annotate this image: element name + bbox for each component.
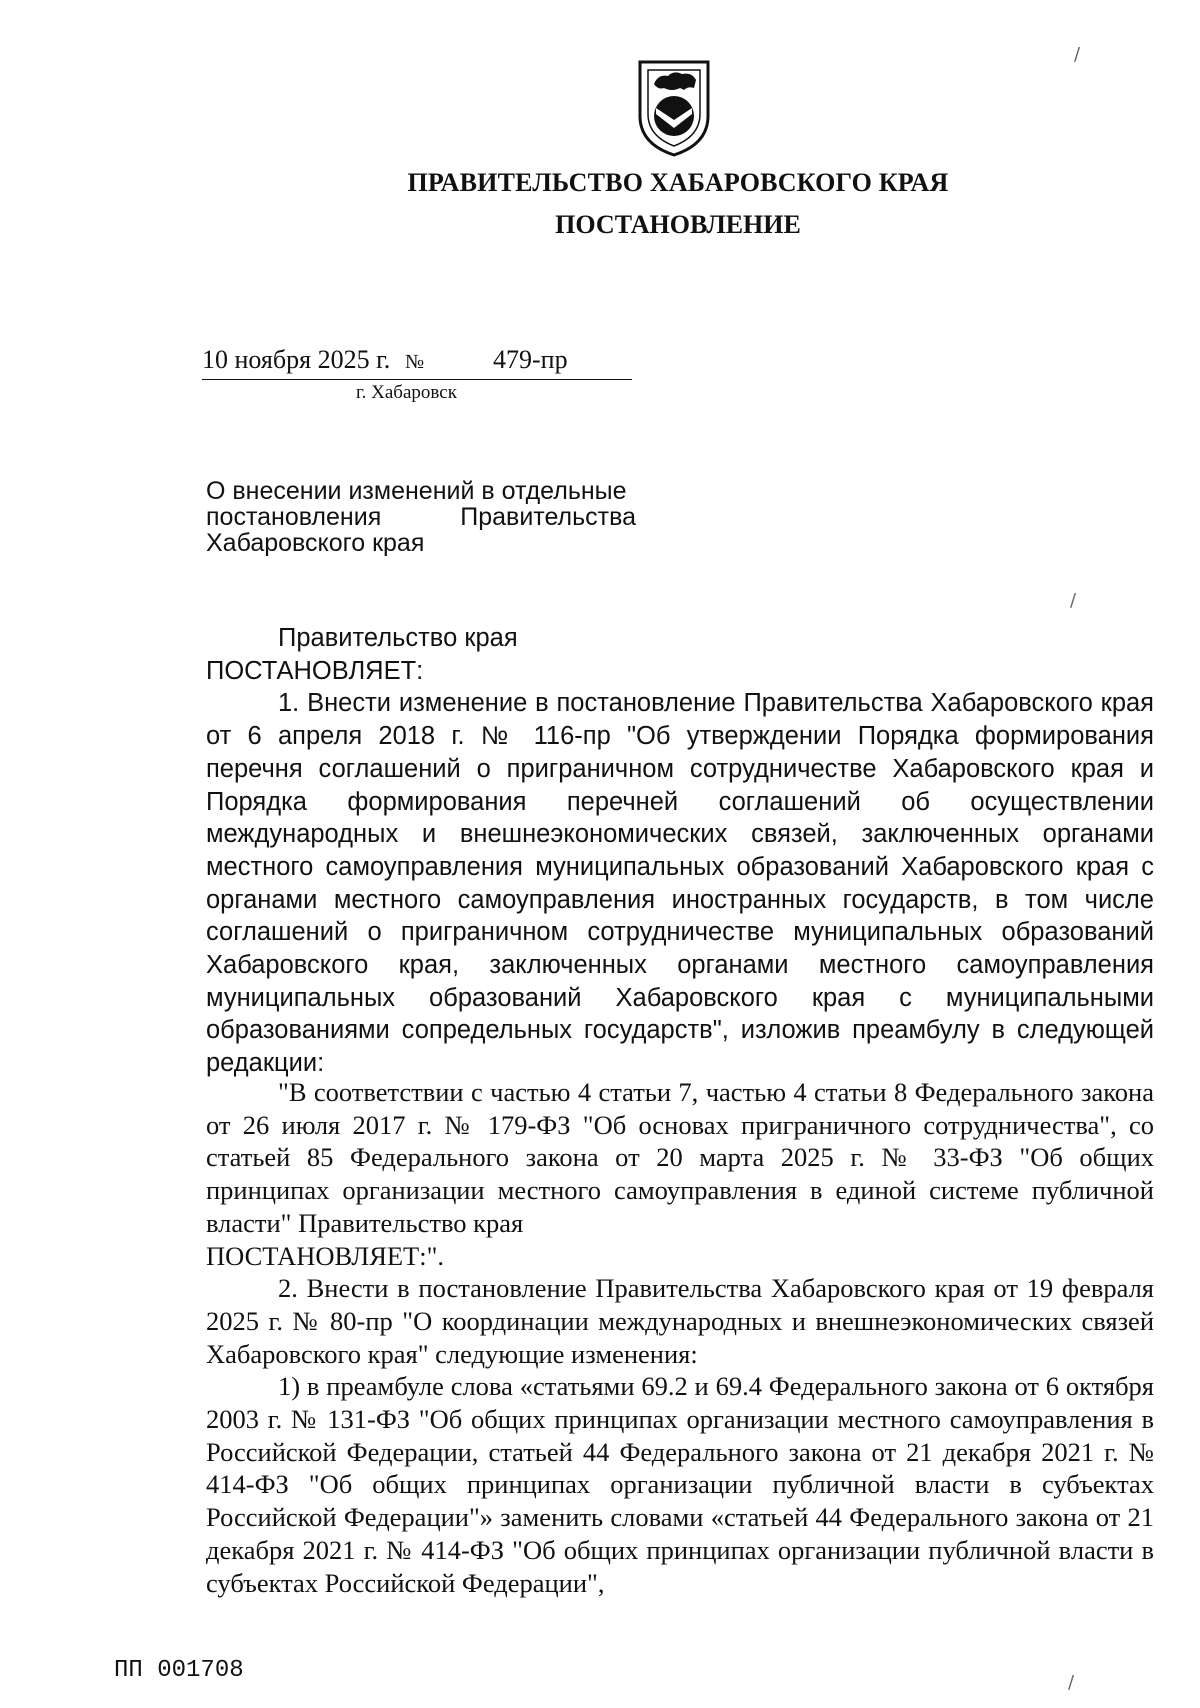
scan-mark: / [1070,590,1077,611]
intro-text: Правительство края [278,624,518,652]
subject-line-2-left: постановления [206,503,382,531]
quote-block [206,1076,1154,1599]
item-2-1: 1) в преамбуле слова «статьями 69.2 и 69.4 Федерального закона от 6 октября 2003 г. № 131-ФЗ "Об общих принципах организации местного самоуправления в Российской Федерации, статьей 44 Федерального закона от 21 декабря 2021 г. № 414-ФЗ "Об общих принципах организации публичной власти в субъектах Российской Федерации"» заменить словами «статьей 44 Федерального закона от 21 декабря 2021 г. № 414-ФЗ "Об общих принципах организации публичной власти в субъектах Российской Федерации", [206,1371,1154,1598]
khabarovsk-coat-of-arms-icon [634,58,714,158]
city: г. Хабаровск [356,382,457,403]
date-number-line [202,345,632,380]
subject-line-2 [206,504,636,530]
resolves-heading: ПОСТАНОВЛЯЕТ: [206,656,424,685]
document-number: 479-пр [493,345,568,374]
footer-code: ПП 001708 [114,1657,244,1684]
document-subject [206,478,636,556]
subject-line-2-right: Правительства [460,503,636,531]
document-type: ПОСТАНОВЛЕНИЕ [555,210,801,239]
subject-line-3: Хабаровского края [206,529,425,557]
subject-line-1: О внесении изменений в отдельные [206,477,627,505]
item-2: 2. Внести в постановление Правительства Хабаровского края от 19 февраля 2025 г. № 80-пр "О координации международных и внешнеэкономических связей Хабаровского края" следующие изменения: [206,1273,1154,1369]
number-sign: № [405,351,425,373]
scan-mark: / [1068,1672,1075,1693]
quote-end: ПОСТАНОВЛЯЕТ:". [206,1240,445,1271]
item-1: 1. Внести изменение в постановление Правительства Хабаровского края от 6 апреля 2018 г. № 116-пр "Об утверждении Порядка формирования перечня соглашений о приграничном сотрудничестве Хабаровского края и Порядка формирования перечней соглашений об осуществлении международных и внешнеэкономических связей, заключенных органами местного самоуправления муниципальных образований Хабаровского края с органами местного самоуправления иностранных государств, в том числе соглашений о приграничном сотрудничестве муниципальных образований Хабаровского края, заключенных органами местного самоуправления муниципальных образований Хабаровского края с муниципальными образованиями сопредельных государств", изложив преамбулу в следующей редакции: [206,689,1154,1078]
quote-text: "В соответствии с частью 4 статьи 7, частью 4 статьи 8 Федерального закона от 26 июля 2017 г. № 179-ФЗ "Об основах приграничного сотрудничества", со статьей 85 Федерального закона от 20 марта 2025 г. № 33-ФЗ "Об общих принципах организации местного самоуправления в единой системе публичной власти" Правительство края [206,1077,1154,1238]
document-date: 10 ноября 2025 г. [202,345,391,374]
intro-block [206,622,1154,1080]
government-title: ПРАВИТЕЛЬСТВО ХАБАРОВСКОГО КРАЯ [407,168,949,197]
scan-mark: / [1074,44,1081,65]
